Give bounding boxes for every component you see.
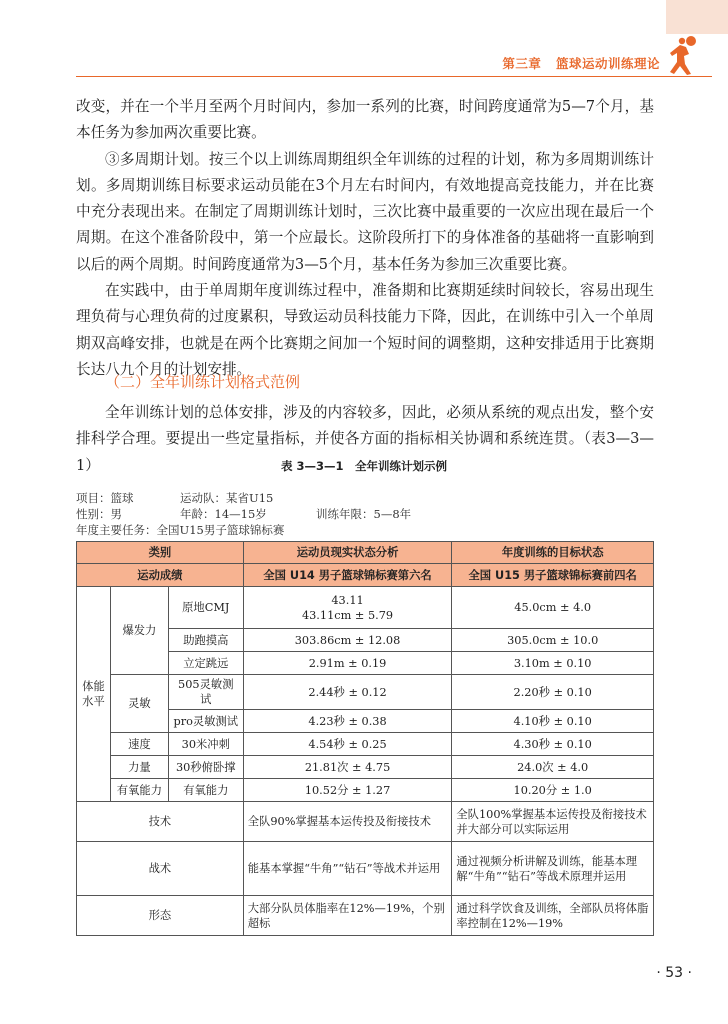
table-caption: 表 3—3—1 全年训练计划示例: [280, 459, 447, 473]
tactics-label: 战术: [77, 842, 244, 896]
paragraph: 改变，并在一个半月至两个月时间内，参加一系列的比赛，时间跨度通常为5—7个月，基本任务为参加两次重要比赛。: [76, 98, 654, 142]
target-cell: 4.30秒 ± 0.10: [452, 733, 654, 756]
table-row: [77, 779, 654, 802]
current-cell: 303.86cm ± 12.08: [243, 629, 452, 652]
table-row: [77, 733, 654, 756]
item-cell: 505灵敏测试: [168, 675, 243, 710]
item-cell: 助跑摸高: [168, 629, 243, 652]
item-cell: 立定跳远: [168, 652, 243, 675]
target-cell: 3.10m ± 0.10: [452, 652, 654, 675]
table-row: [77, 675, 654, 710]
item-cell: 30秒俯卧撑: [168, 756, 243, 779]
current-cell: 4.54秒 ± 0.25: [243, 733, 452, 756]
meta-years: 训练年限：5—8年: [316, 507, 412, 521]
current-cell: 4.23秒 ± 0.38: [243, 710, 452, 733]
current-cell: 10.52分 ± 1.27: [243, 779, 452, 802]
chapter-title: 篮球运动训练理论: [555, 56, 660, 71]
meta-team: 运动队：某省U15: [180, 491, 274, 505]
target-cell: 305.0cm ± 10.0: [452, 629, 654, 652]
header-rule: [76, 76, 712, 77]
table-header-row: [77, 542, 654, 564]
section-heading: （二）全年训练计划格式范例: [105, 373, 301, 391]
paragraph: 在实践中，由于单周期年度训练过程中，准备期和比赛期延续时间较长，容易出现生理负荷与心理负荷的过度累积，导致运动员科技能力下降，因此，在训练中引入一个单周期双高峰安排，也就是在两个比赛期之间加一个短时间的调整期，这种安排适用于比赛期长达八九个月的计划安排。: [76, 282, 654, 378]
paragraph: ③多周期计划。按三个以上训练周期组织全年训练的过程的计划，称为多周期训练计划。多周期训练目标要求运动员能在3个月左右时间内，有效地提高竞技能力，并在比赛中充分表现出来。在制定了周期训练计划时，三次比赛中最重要的一次应出现在最后一个周期。在这个准备阶段中，第一个应最长。这阶段所打下的身体准备的基础将一直影响到以后的两个周期。时间跨度通常为3—5个月，基本任务为参加三次重要比赛。: [76, 150, 654, 273]
group-agility: 灵敏: [110, 675, 168, 733]
physical-label: 体能水平: [77, 587, 111, 802]
group-strength: 力量: [110, 756, 168, 779]
meta-gender: 性别：男: [76, 507, 122, 521]
header-category: 类别: [77, 542, 244, 564]
current-cell: 2.44秒 ± 0.12: [243, 675, 452, 710]
page-number: · 53 ·: [656, 965, 692, 981]
technique-label: 技术: [77, 802, 244, 842]
meta-project: 项目：篮球: [76, 491, 134, 505]
table-row: [77, 842, 654, 896]
form-target: 通过科学饮食及训练，全部队员将体脂率控制在12%—19%: [452, 896, 654, 936]
header-current: 运动员现实状态分析: [243, 542, 452, 564]
result-current: 全国 U14 男子篮球锦标赛第六名: [243, 564, 452, 587]
result-target: 全国 U15 男子篮球锦标赛前四名: [452, 564, 654, 587]
training-plan-table: [76, 541, 654, 936]
table-row: [77, 756, 654, 779]
item-cell: 原地CMJ: [168, 587, 243, 629]
target-cell: 4.10秒 ± 0.10: [452, 710, 654, 733]
current-cell: 2.91m ± 0.19: [243, 652, 452, 675]
target-cell: 10.20分 ± 1.0: [452, 779, 654, 802]
result-label: 运动成绩: [77, 564, 244, 587]
group-explosive: 爆发力: [110, 587, 168, 675]
chapter-number: 第三章: [502, 56, 542, 71]
technique-current: 全队90%掌握基本运传投及衔接技术: [243, 802, 452, 842]
table-meta: [76, 490, 654, 540]
header-target: 年度训练的目标状态: [452, 542, 654, 564]
corner-tab: [666, 0, 728, 34]
item-cell: 有氧能力: [168, 779, 243, 802]
target-cell: 24.0次 ± 4.0: [452, 756, 654, 779]
target-cell: 45.0cm ± 4.0: [452, 587, 654, 629]
form-label: 形态: [77, 896, 244, 936]
table-row: [77, 802, 654, 842]
body-text-upper: [76, 94, 654, 383]
paragraph: 全年训练计划的总体安排，涉及的内容较多，因此，必须从系统的观点出发，整个安排科学合理。要提出一些定量指标，并使各方面的指标相关协调和系统连贯。（表3—3—1）: [76, 404, 654, 474]
table-row: [77, 896, 654, 936]
item-cell: pro灵敏测试: [168, 710, 243, 733]
group-aerobic: 有氧能力: [110, 779, 168, 802]
current-cell: [243, 587, 452, 629]
group-speed: 速度: [110, 733, 168, 756]
current-cell: 21.81次 ± 4.75: [243, 756, 452, 779]
tactics-target: 通过视频分析讲解及训练，能基本理解“牛角”“钻石”等战术原理并运用: [452, 842, 654, 896]
tactics-current: 能基本掌握“牛角”“钻石”等战术并运用: [243, 842, 452, 896]
technique-target: 全队100%掌握基本运传投及衔接技术并大部分可以实际运用: [452, 802, 654, 842]
meta-age: 年龄：14—15岁: [180, 507, 267, 521]
item-cell: 30米冲刺: [168, 733, 243, 756]
current-line: 43.11: [331, 593, 364, 607]
target-cell: 2.20秒 ± 0.10: [452, 675, 654, 710]
table-row: [77, 564, 654, 587]
current-line: 43.11cm ± 5.79: [301, 608, 394, 622]
chapter-header: [502, 54, 660, 72]
basketball-player-icon: [664, 34, 698, 76]
table-row: [77, 587, 654, 629]
form-current: 大部分队员体脂率在12%—19%，个别超标: [243, 896, 452, 936]
meta-task: 年度主要任务：全国U15男子篮球锦标赛: [76, 523, 285, 537]
